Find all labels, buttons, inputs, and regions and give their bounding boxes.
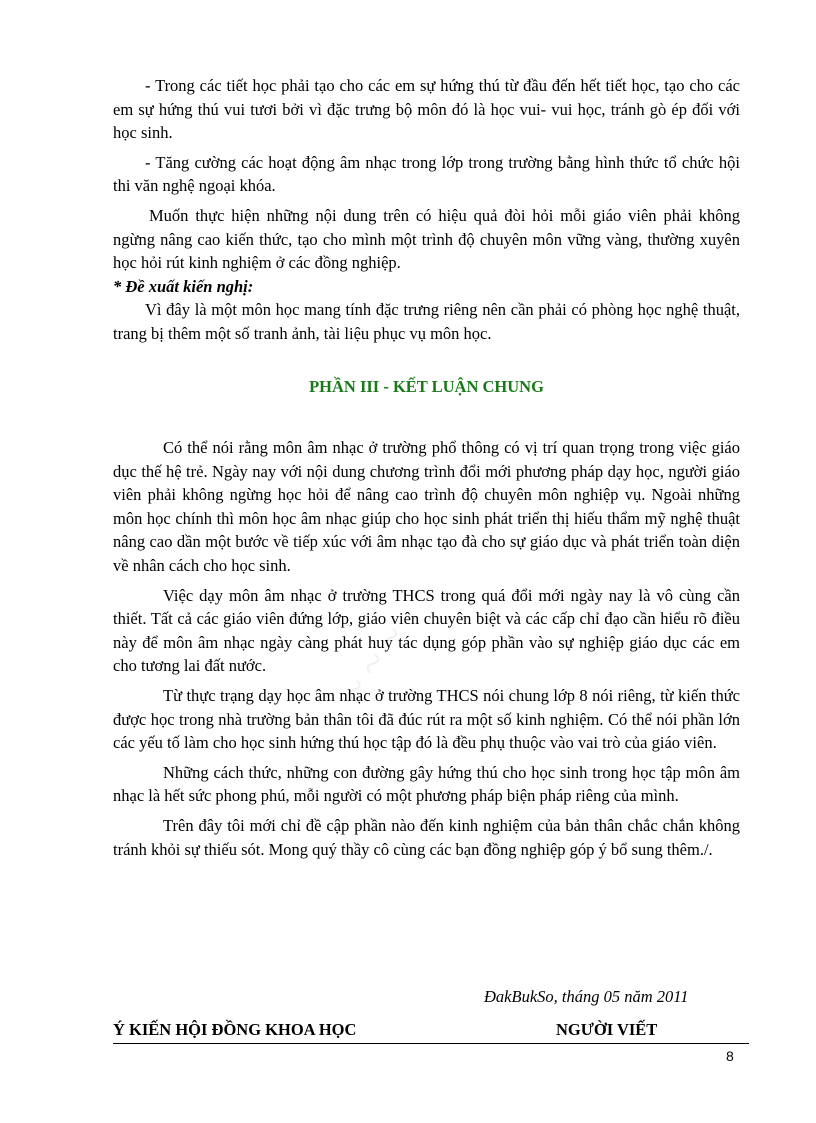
council-signature-label: Ý KIẾN HỘI ĐỒNG KHOA HỌC [113,1020,357,1039]
paragraph-1: - Trong các tiết học phải tạo cho các em sự hứng thú từ đầu đến hết tiết học, tạo cho các em sự hứng thú vui tươi bởi vì đặc trưng bộ môn đó là học vui- vui học, tránh gò ép đối với học sinh. [113,76,740,143]
page-number: 8 [726,1048,734,1064]
paragraph-3: Muốn thực hiện những nội dung trên có hiệu quả đòi hỏi mỗi giáo viên phải không ngừng nâng cao kiến thức, tạo cho mình một trình độ chuyên môn vững vàng, thường xuyên học hỏi rút kinh nghiệm ở các đồng nghiệp. [113,205,740,273]
paragraph-2: - Tăng cường các hoạt động âm nhạc trong lớp trong trường bằng hình thức tổ chức hội thi văn nghệ ngoại khóa. [113,152,740,196]
watermark: ~ ~ ~ [329,615,416,712]
conclusion-paragraph-5: Trên đây tôi mới chỉ đề cập phần nào đến kinh nghiệm của bản thân chắc chắn không tránh khỏi sự thiếu sót. Mong quý thầy cô cùng các bạn đồng nghiệp góp ý bổ sung thêm./. [113,815,740,859]
conclusion-paragraph-2: Việc dạy môn âm nhạc ở trường THCS trong quá đổi mới ngày nay là vô cùng cần thiết. Tất cả các giáo viên đứng lớp, giáo viên chuyên biệt và các cấp chỉ đạo cần hiểu rõ điều này để môn âm nhạc ngày càng phát huy tác dụng góp phần vào sự nghiệp giáo dục các em cho tương lai đất nước. [113,585,740,676]
section-title: PHẦN III - KẾT LUẬN CHUNG [309,377,544,396]
conclusion-paragraph-1: Có thể nói rằng môn âm nhạc ở trường phổ thông có vị trí quan trọng trong việc giáo dục thế hệ trẻ. Ngày nay với nội dung chương trình đổi mới phương pháp dạy học, người giáo viên phải không ngừng học hỏi để nâng cao trình độ chuyên môn nghiệp vụ. Ngoài những môn học chính thì môn học âm nhạc giúp cho học sinh phát triển thị hiếu thẩm mỹ nghệ thuật nâng cao dần một bước về tiếp xúc với âm nhạc tạo đà cho sự giáo dục và phát triển toàn diện về nhân cách cho học sinh. [113,438,740,575]
document-page [113,74,740,859]
author-signature-label: NGƯỜI VIẾT [556,1020,658,1039]
proposal-heading: * Đề xuất kiến nghị: [113,276,254,296]
conclusion-paragraph-4: Những cách thức, những con đường gây hứng thú cho học sinh trong học tập môn âm nhạc là hết sức phong phú, mỗi người có một phương pháp biện pháp riêng của mình. [113,762,740,806]
paragraph-4: Vì đây là một môn học mang tính đặc trưng riêng nên cần phải có phòng học nghệ thuật, trang bị thêm một số tranh ảnh, tài liệu phục vụ môn học. [113,300,740,343]
conclusion-body [113,436,740,861]
signature-date: ĐakBukSo, tháng 05 năm 2011 [484,987,689,1006]
conclusion-paragraph-3: Từ thực trạng dạy học âm nhạc ở trường THCS nói chung lớp 8 nói riêng, từ kiến thức được học trong nhà trường bản thân tôi đã đúc rút ra một số kinh nghiệm. Có thể nói phần lớn các yếu tố làm cho học sinh hứng thú học tập đó là đều phụ thuộc vào vai trò của giáo viên. [113,685,740,753]
footer-divider [113,1043,749,1044]
